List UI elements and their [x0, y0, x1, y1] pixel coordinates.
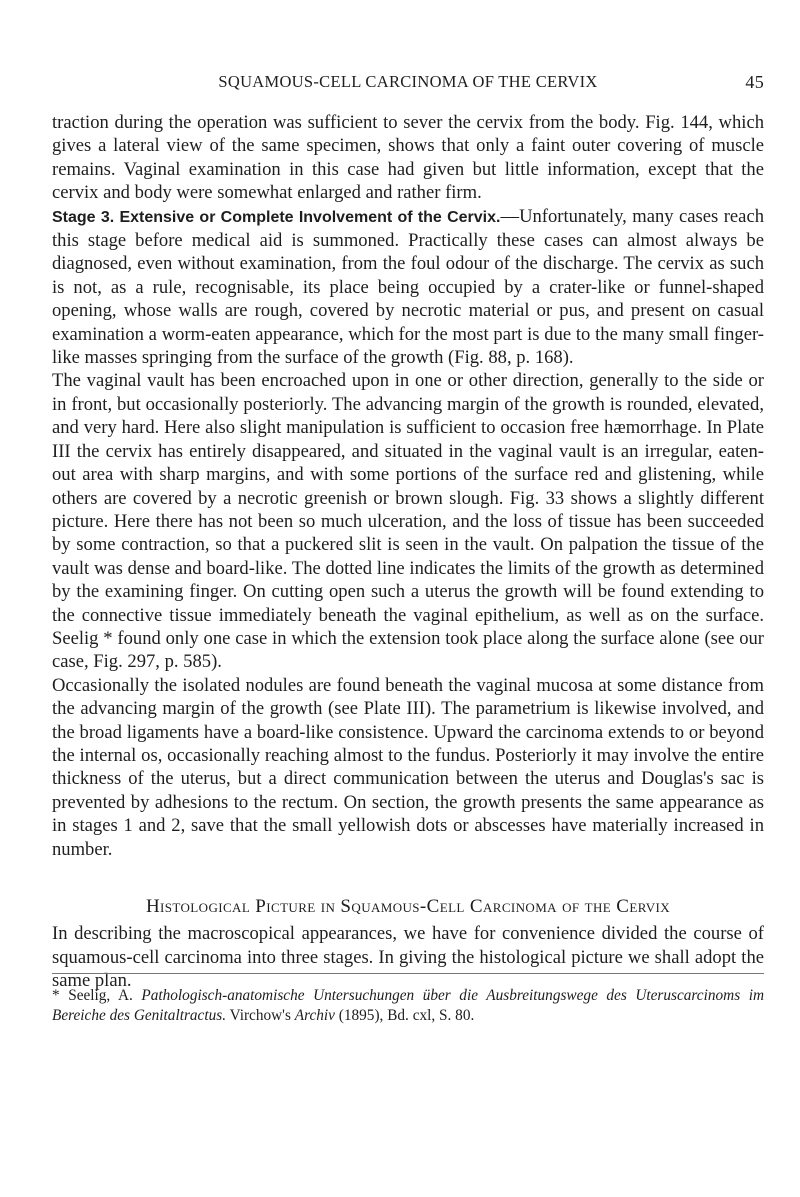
footnote-suffix: (1895), Bd. cxl, S. 80.: [334, 1007, 475, 1024]
footnote-middle: Virchow's: [226, 1007, 295, 1024]
footnote-title: Pathologisch-anatomische Untersuchungen über die Ausbreitungswege des Uteruscarcinoms im Bereiche des Genitaltractus.: [52, 987, 764, 1024]
paragraph-vaginal-vault: The vaginal vault has been encroached upon in one or other direction, generally to the side or in front, but occasionally posteriorly. The advancing margin of the growth is rounded, elevated, and very hard. Here also slight manipulation is sufficient to occasion free hæmorrhage. In Plate III the cervix has entirely disappeared, and situated in the vaginal vault is an irregular, eaten-out area with sharp margins, and with some portions of the surface red and glistening, while others are covered by a necrotic greenish or brown slough. Fig. 33 shows a slightly different picture. Here there has not been so much ulceration, and the loss of tissue has been succeeded by some contraction, so that a puckered slit is seen in the vault. On palpation the tissue of the vault was dense and board-like. The dotted line indicates the limits of the growth as determined by the examining finger. On cutting open such a uterus the growth will be found extending to the connective tissue immediately beneath the vaginal epithelium, as well as on the surface. Seelig * found only one case in which the extension took place along the surface alone (see our case, Fig. 297, p. 585).: [52, 370, 764, 673]
section-heading: Histological Picture in Squamous-Cell Carcinoma of the Cervix: [145, 896, 671, 917]
paragraph-isolated-nodules: Occasionally the isolated nodules are found beneath the vaginal mucosa at some distance from the advancing margin of the growth (see Plate III). The parametrium is likewise involved, and the broad ligaments have a board-like consistence. Upward the carcinoma extends to or beyond the internal os, occasionally reaching almost to the fundus. Posteriorly it may involve the entire thickness of the uterus, but a direct communication between the uterus and Douglas's sac is prevented by adhesions to the rectum. On section, the growth presents the same appearance as in stages 1 and 2, save that the small yellowish dots or abscesses have materially increased in number.: [52, 674, 764, 860]
body-text: [52, 111, 764, 993]
paragraph-stage-3: [52, 205, 764, 370]
page-header: [52, 72, 764, 96]
page-number: 45: [745, 72, 764, 92]
footnote-prefix: * Seelig, A.: [52, 987, 142, 1004]
running-head: SQUAMOUS-CELL CARCINOMA OF THE CERVIX: [218, 72, 598, 91]
stage-3-heading: Stage 3. Extensive or Complete Involvement of the Cervix.: [52, 208, 501, 226]
footnote-divider: [52, 973, 764, 974]
footnote-journal: Archiv: [294, 1007, 335, 1024]
footnote: [52, 986, 764, 1026]
stage-3-text: —Unfortunately, many cases reach this stage before medical aid is summoned. Practically these cases can almost always be diagnosed, even without examination, from the foul odour of the discharge. The cervix as such is not, as a rule, recognisable, its place being occupied by a crater-like or funnel-shaped opening, whose walls are rough, covered by necrotic material or pus, and present on casual examination a worm-eaten appearance, which for the most part is due to the many small finger-like masses springing from the surface of the growth (Fig. 88, p. 168).: [52, 205, 764, 369]
paragraph-histology-intro: In describing the macroscopical appearances, we have for convenience divided the course of squamous-cell carcinoma into three stages. In giving the histological picture we shall adopt the same plan.: [52, 923, 764, 992]
paragraph-continuation: traction during the operation was sufficient to sever the cervix from the body. Fig. 144, which gives a lateral view of the same specimen, shows that only a faint outer covering of muscle remains. Vaginal examination in this case had given but little information, except that the cervix and body were somewhat enlarged and rather firm.: [52, 112, 764, 204]
